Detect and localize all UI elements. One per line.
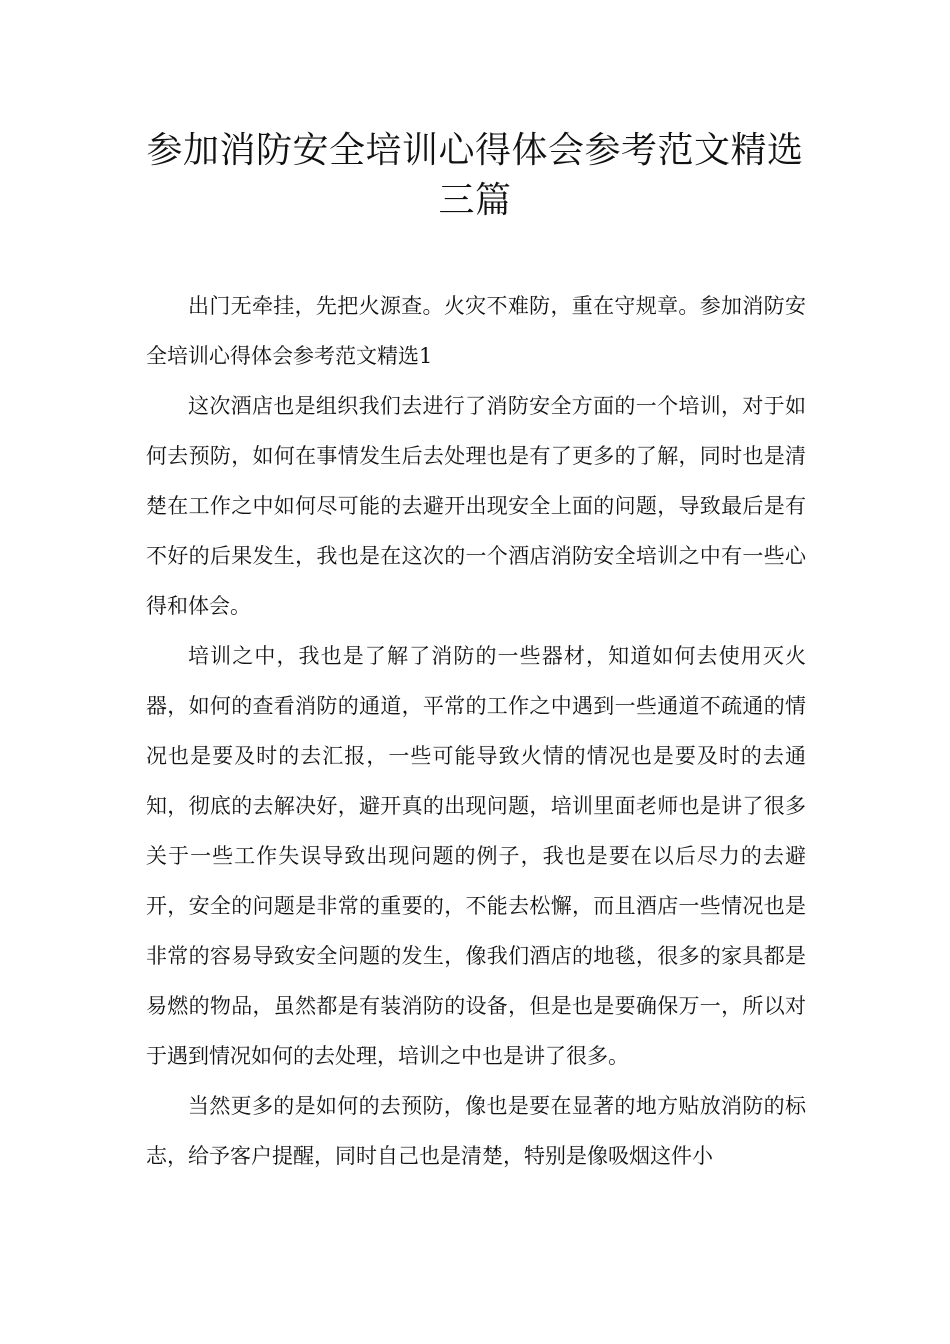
paragraph-intro: 出门无牵挂，先把火源查。火灾不难防，重在守规章。参加消防安全培训心得体会参考范文精选1 [146, 294, 806, 368]
document-title: 参加消防安全培训心得体会参考范文精选三篇 [146, 130, 804, 221]
paragraph-3: 当然更多的是如何的去预防，像也是要在显著的地方贴放消防的标志，给予客户提醒，同时自己也是清楚，特别是像吸烟这件小 [146, 1094, 806, 1168]
paragraph-1: 这次酒店也是组织我们去进行了消防安全方面的一个培训，对于如何去预防，如何在事情发生后去处理也是有了更多的了解，同时也是清楚在工作之中如何尽可能的去避开出现安全上面的问题，导致最后是有不好的后果发生，我也是在这次的一个酒店消防安全培训之中有一些心得和体会。 [146, 394, 806, 618]
paragraph-2: 培训之中，我也是了解了消防的一些器材，知道如何去使用灭火器，如何的查看消防的通道，平常的工作之中遇到一些通道不疏通的情况也是要及时的去汇报，一些可能导致火情的情况也是要及时的去通知，彻底的去解决好，避开真的出现问题，培训里面老师也是讲了很多关于一些工作失误导致出现问题的例子，我也是要在以后尽力的去避开，安全的问题是非常的重要的，不能去松懈，而且酒店一些情况也是非常的容易导致安全问题的发生，像我们酒店的地毯，很多的家具都是易燃的物品，虽然都是有装消防的设备，但是也是要确保万一，所以对于遇到情况如何的去处理，培训之中也是讲了很多。 [146, 644, 806, 1068]
document-body [146, 281, 806, 1181]
